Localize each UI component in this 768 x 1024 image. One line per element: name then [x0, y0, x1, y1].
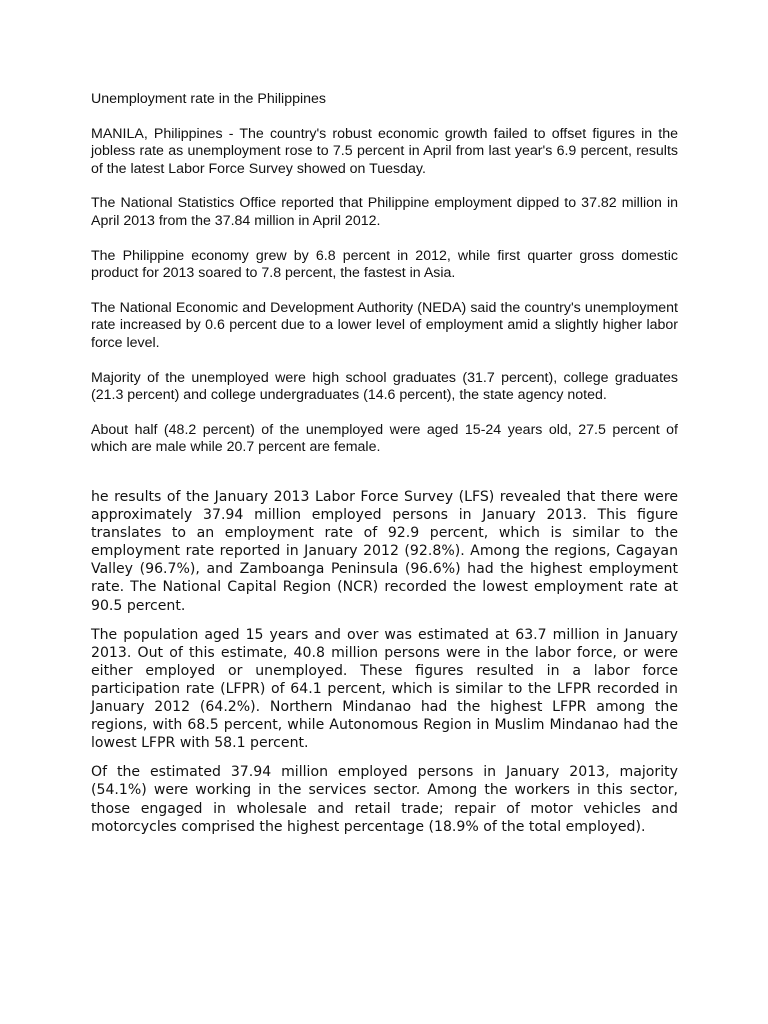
article-paragraph: MANILA, Philippines - The country's robust economic growth failed to offset figures in the jobless rate as unemployment rose to 7.5 percent in April from last year's 6.9 percent, results of the latest Labor Force Survey showed on Tuesday.	[91, 125, 678, 177]
article-paragraph: The National Economic and Development Authority (NEDA) said the country's unemployment rate increased by 0.6 percent due to a lower level of employment amid a slightly higher labor force level.	[91, 299, 678, 351]
report-paragraph: The population aged 15 years and over was estimated at 63.7 million in January 2013. Out of this estimate, 40.8 million persons were in the labor force, or were either employed or unemployed. These figures resulted in a labor force participation rate (LFPR) of 64.1 percent, which is similar to the LFPR recorded in January 2012 (64.2%). Northern Mindanao had the highest LFPR among the regions, with 68.5 percent, while Autonomous Region in Muslim Mindanao had the lowest LFPR with 58.1 percent.	[91, 626, 678, 752]
article-paragraph: The National Statistics Office reported that Philippine employment dipped to 37.82 million in April 2013 from the 37.84 million in April 2012.	[91, 195, 678, 229]
news-article	[91, 91, 678, 474]
article-title: Unemployment rate in the Philippines	[91, 91, 327, 107]
report-paragraph: Of the estimated 37.94 million employed persons in January 2013, majority (54.1%) were working in the services sector. Among the workers in this sector, those engaged in wholesale and retail trade; repair of motor vehicles and motorcycles comprised the highest percentage (18.9% of the total employed).	[91, 764, 678, 835]
article-paragraph: The Philippine economy grew by 6.8 percent in 2012, while first quarter gross domestic product for 2013 soared to 7.8 percent, the fastest in Asia.	[91, 247, 678, 282]
report-paragraph: he results of the January 2013 Labor Force Survey (LFS) revealed that there were approximately 37.94 million employed persons in January 2013. This figure translates to an employment rate of 92.9 percent, which is similar to the employment rate reported in January 2012 (92.8%). Among the regions, Cagayan Valley (96.7%), and Zamboanga Peninsula (96.6%) had the highest employment rate. The National Capital Region (NCR) recorded the lowest employment rate at 90.5 percent.	[91, 489, 678, 614]
article-paragraph: About half (48.2 percent) of the unemployed were aged 15-24 years old, 27.5 percent of which are male while 20.7 percent are female.	[91, 421, 678, 456]
article-paragraph: Majority of the unemployed were high school graduates (31.7 percent), college graduates (21.3 percent) and college undergraduates (14.6 percent), the state agency noted.	[91, 369, 678, 404]
lfs-report	[91, 488, 678, 847]
